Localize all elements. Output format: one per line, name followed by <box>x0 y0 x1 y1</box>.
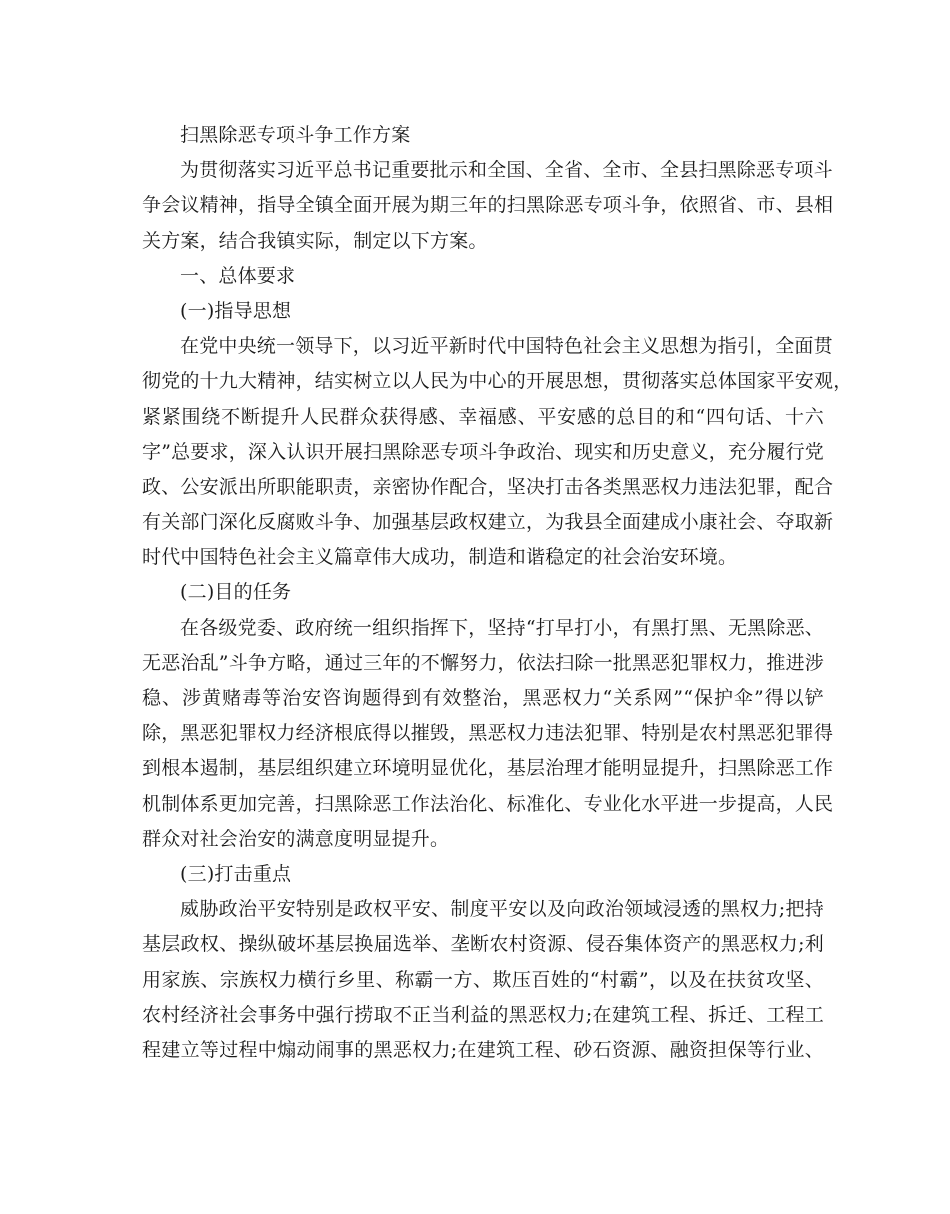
text-line: 在各级党委、政府统一组织指挥下，坚持“打早打小，有黑打黑、无黑除恶、 <box>180 616 824 639</box>
text-line: 在党中央统一领导下，以习近平新时代中国特色社会主义思想为指引，全面贯 <box>180 335 833 358</box>
text-line: 到根本遏制，基层组织建立环境明显优化，基层治理才能明显提升，扫黑除恶工作 <box>142 757 834 780</box>
text-line: 程建立等过程中煽动闹事的黑恶权力;在建筑工程、砂石资源、融资担保等行业、 <box>142 1038 824 1061</box>
text-line: 政、公安派出所职能职责，亲密协作配合，坚决打击各类黑恶权力违法犯罪，配合 <box>142 475 834 498</box>
text-line: 时代中国特色社会主义篇章伟大成功，制造和谐稳定的社会治安环境。 <box>142 546 738 569</box>
document-body <box>142 118 853 1068</box>
text-line: 基层政权、操纵破坏基层换届选举、垄断农村资源、侵吞集体资产的黑恶权力;利 <box>142 933 824 956</box>
text-line: 一、总体要求 <box>180 264 296 287</box>
text-line: (三)打击重点 <box>180 862 292 885</box>
text-line: 争会议精神，指导全镇全面开展为期三年的扫黑除恶专项斗争，依照省、市、县相 <box>142 194 834 217</box>
text-line: 机制体系更加完善，扫黑除恶工作法治化、标准化、专业化水平进一步提高，人民 <box>142 792 834 815</box>
text-line: 威胁政治平安特别是政权平安、制度平安以及向政治领域浸透的黑权力;把持 <box>180 898 824 921</box>
text-line: 关方案，结合我镇实际，制定以下方案。 <box>142 229 488 252</box>
text-line: 无恶治乱”斗争方略，通过三年的不懈努力，依法扫除一批黑恶犯罪权力，推进涉 <box>142 651 824 674</box>
text-line: 彻党的十九大精神，结实树立以人民为中心的开展思想，贯彻落实总体国家平安观， <box>142 370 853 393</box>
text-line: 用家族、宗族权力横行乡里、称霸一方、欺压百姓的“村霸”，以及在扶贫攻坚、 <box>142 968 824 991</box>
document-title: 扫黑除恶专项斗争工作方案 <box>180 124 411 146</box>
text-line: 字”总要求，深入认识开展扫黑除恶专项斗争政治、现实和历史意义，充分履行党 <box>142 440 824 463</box>
text-line: 稳、涉黄赌毒等治安咨询题得到有效整治，黑恶权力“关系网”“保护伞”得以铲 <box>142 687 824 709</box>
text-line: 为贯彻落实习近平总书记重要批示和全国、全省、全市、全县扫黑除恶专项斗 <box>180 159 833 182</box>
text-line: 除，黑恶犯罪权力经济根底得以摧毁，黑恶权力违法犯罪、特别是农村黑恶犯罪得 <box>142 722 834 745</box>
text-line: 紧紧围绕不断提升人民群众获得感、幸福感、平安感的总目的和“四句话、十六 <box>142 405 824 428</box>
text-line: (二)目的任务 <box>180 581 292 604</box>
text-line: 有关部门深化反腐败斗争、加强基层政权建立，为我县全面建成小康社会、夺取新 <box>142 511 834 534</box>
text-line: (一)指导思想 <box>180 299 292 322</box>
text-line: 农村经济社会事务中强行捞取不正当利益的黑恶权力;在建筑工程、拆迁、工程工 <box>142 1003 824 1026</box>
text-line: 群众对社会治安的满意度明显提升。 <box>142 827 450 850</box>
